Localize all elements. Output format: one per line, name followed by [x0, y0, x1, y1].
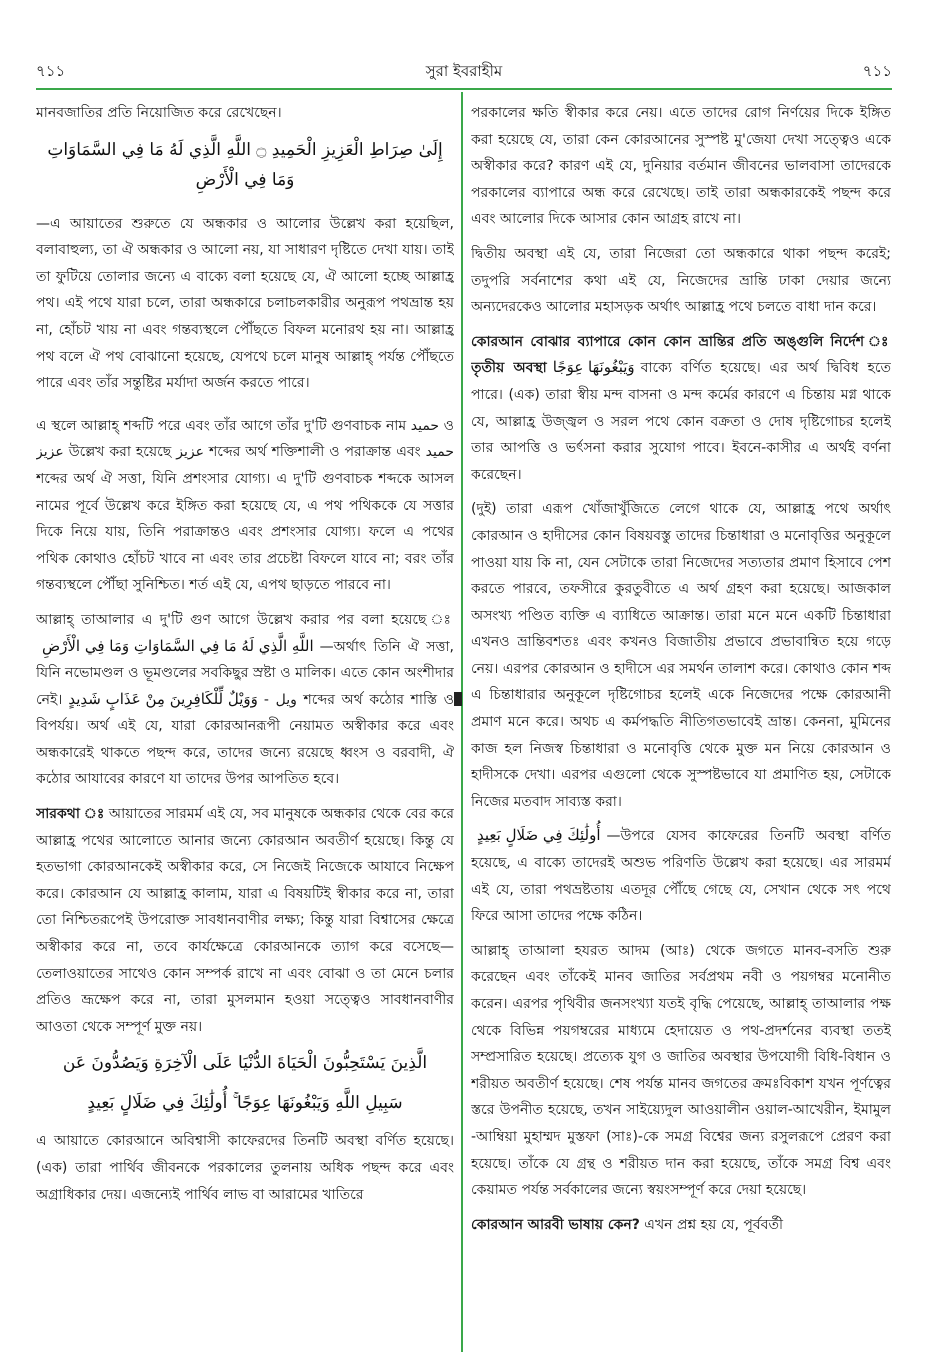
summary-lead: সারকথা ঃ: [36, 806, 105, 823]
left-para-5-text: আয়াতের সারমর্ম এই যে, সব মানুষকে অন্ধকার থেকে বের করে আল্লাহ্র পথের আলোতে আনার জন্যে কোরআন অবতীর্ণ হয়েছে। কিন্তু যে হতভাগা কোরআনকেই অস্বীকার করে, সে নিজেই নিজেকে আযাবে নিক্ষেপ করে। কোরআন যে আল্লাহ্র কালাম, যারা এ বিষয়টিই স্বীকার করে না, তারা তো নিশ্চিতরূপেই উপরোক্ত সাবধানবাণীর লক্ষ্য; কিন্তু যারা বিশ্বাসের ক্ষেত্রে অস্বীকার করে না, তবে কার্যক্ষেত্রে কোরআনকে ত্যাগ করে বসেছে—তেলাওয়াতের সাথেও কোন সম্পর্ক রাখে না এবং বোঝা ও তা মেনে চলার প্রতিও ভ্রূক্ষেপ করে না, তারা মুসলমান হওয়া সত্ত্বেও সাবধানবাণীর আওতা থেকে সম্পূর্ণ মুক্ত নয়।: [36, 806, 454, 1035]
page-number-left: ৭১১: [36, 62, 66, 80]
right-para-3a: নির্দেশ ঃ তৃতীয় অবস্থা: [471, 333, 891, 377]
arabic-language-lead: কোরআন আরবী ভাষায় কেন?: [471, 1216, 640, 1233]
left-para-4a: আল্লাহ্ তাআলার এ দু'টি গুণ আগে উল্লেখ করার পর বলা হয়েছে ঃ: [36, 611, 454, 628]
left-para-4: [36, 607, 454, 793]
right-para-4: (দুই) তারা এরূপ খোঁজাখুঁজিতে লেগে থাকে যে, আল্লাহ্র পথে অর্থাৎ কোরআন ও হাদীসের কোন বিষয়বস্তু তাদের চিন্তাধারা ও মনোবৃত্তির অনুকূলে পাওয়া যায় কি না, যেন সেটাকে তারা নিজেদের সত্যতার প্রমাণ হিসাবে পেশ করতে পারবে, তফসীরে কুরতুবীতে এ অর্থ গ্রহণ করা হয়েছে। আজকাল অসংখ্য পণ্ডিত ব্যক্তি এ ব্যাধিতে আক্রান্ত। তারা মনে মনে একটি চিন্তাধারা এখনও ভ্রান্তিবশতঃ এবং কখনও বিজাতীয় প্রভাবে প্রভাবান্বিত হয়ে গড়ে নেয়। এরপর কোরআন ও হাদীসে এর সমর্থন তালাশ করে। কোথাও কোন শব্দ এ চিন্তাধারার অনুকূলে দৃষ্টিগোচর হলেই একে নিজেদের পক্ষে কোরআনী প্রমাণ মনে করে। অথচ এ কর্মপদ্ধতি নীতিগতভাবেই ভ্রান্ত। কেননা, মুমিনের কাজ হল নিজস্ব চিন্তাধারা ও মনোবৃত্তি থেকে মুক্ত মন নিয়ে কোরআন ও হাদীসকে দেখা। এরপর এগুলো থেকে সুস্পষ্টভাবে যা প্রমাণিত হয়, সেটাকে নিজের মতবাদ সাব্যস্ত করা।: [471, 501, 891, 810]
left-arabic-verse-1: إِلَىٰ صِرَاطِ الْعَزِيزِ الْحَمِيدِ ۝ اللَّهِ الَّذِي لَهُ مَا فِي السَّمَاوَاتِ وَمَا فِي الْأَرْضِ: [47, 139, 443, 190]
left-para-6: এ আয়াতে কোরআনে অবিশ্বাসী কাফেরদের তিনটি অবস্থা বর্ণিত হয়েছে। (এক) তারা পার্থিব জীবনকে পরকালের তুলনায় অধিক পছন্দ করে এবং অগ্রাধিকার দেয়। এজন্যেই পার্থিব লাভ বা আরামের খাতিরে: [36, 1133, 454, 1203]
left-para-4b: —অর্থাৎ তিনি ঐ সত্তা, যিনি নভোমণ্ডল ও ভূমণ্ডলের সবকিছুর স্রষ্টা ও মালিক। এতে কোন অংশীদার নেই।: [36, 638, 454, 708]
right-para-7: [471, 1212, 891, 1239]
right-para-5: [471, 823, 891, 929]
left-para-3: এ স্থলে আল্লাহ্ শব্দটি পরে এবং তাঁর আগে তাঁর দু'টি গুণবাচক নাম حميد ও عزيز উল্লেখ করা হয়েছে عزيز শব্দের অর্থ শক্তিশালী ও পরাক্রান্ত এবং حميد শব্দের অর্থ ঐ সত্তা, যিনি প্রশংসার যোগ্য। এ দু'টি গুণবাচক শব্দকে আসল নামের পূর্বে উল্লেখ করে ইঙ্গিত করা হয়েছে যে, এ পথ পথিককে যে সত্তার দিকে নিয়ে যায়, তিনি পরাক্রান্তও এবং প্রশংসার যোগ্য। ফলে এ পথের পথিক কোথাও হোঁচট খাবে না এবং তার প্রচেষ্টা বিফলে যাবে না; বরং তাঁর গন্তব্যস্থলে পৌঁছা সুনিশ্চিত। শর্ত এই যে, এপথ ছাড়তে পারবে না।: [36, 417, 454, 594]
right-heading-1: কোরআন বোঝার ব্যাপারে কোন কোন ভ্রান্তির প্রতি অঙ্গুলি: [471, 333, 824, 350]
left-arabic-verse-4a: الَّذِينَ يَسْتَحِبُّونَ الْحَيَاةَ الدُّنْيَا عَلَى الْآخِرَةِ وَيَصُدُّونَ عَن: [62, 1053, 428, 1074]
right-para-3b: বাক্যে বর্ণিত হয়েছে। এর অর্থ দ্বিবিধ হতে পারে। (এক) তারা স্বীয় মন্দ বাসনা ও মন্দ কর্মের কারণে এ চিন্তায় মগ্ন থাকে যে, আল্লাহ্র উজ্জ্বল ও সরল পথে কোন বক্রতা ও দোষ দৃষ্টিগোচর হলেই তার আপত্তি ও ভর্ৎসনা করার সুযোগ পাবে। ইবনে-কাসীর এ অর্থই বর্ণনা করেছেন।: [471, 360, 891, 483]
right-column: [471, 100, 891, 1348]
right-para-1: পরকালের ক্ষতি স্বীকার করে নেয়। এতে তাদের রোগ নির্ণয়ের দিকে ইঙ্গিত করা হয়েছে যে, তারা কেন কোরআনের সুস্পষ্ট মু'জেযা দেখা সত্ত্বেও একে অস্বীকার করে? কারণ এই যে, দুনিয়ার বর্তমান জীবনের ভালবাসা তাদেরকে পরকালের ব্যাপারে অন্ধ করে রেখেছে। তাই তারা অন্ধকারকেই পছন্দ করে এবং আলোর দিকে আসার কোন আগ্রহ রাখে না।: [471, 105, 891, 228]
left-para-4c: - ويل শব্দের অর্থ কঠোর শাস্তি ও বিপর্যয়। অর্থ এই যে, যারা কোরআনরূপী নেয়ামত অস্বীকার করে এবং অন্ধকারেই থাকতে পছন্দ করে, তাদের জন্যে রয়েছে ধ্বংস ও বরবাদী, ঐ কঠোর আযাবের কারণে যা তাদের উপর আপতিত হবে।: [36, 691, 454, 788]
left-para-5: [36, 801, 454, 1040]
page-number-right: ৭১১: [862, 62, 892, 80]
left-para-2: —এ আয়াতের শুরুতে যে অন্ধকার ও আলোর উল্লেখ করা হয়েছিল, বলাবাহুল্য, তা ঐ অন্ধকার ও আলো নয়, যা সাধারণ দৃষ্টিতে দেখা যায়। তাই তা ফুটিয়ে তোলার জন্যে এ বাক্যে বলা হয়েছে যে, ঐ আলো হচ্ছে আল্লাহ্র পথ। এই পথে যারা চলে, তারা অন্ধকারে চলাচলকারীর অনুরূপ পথভ্রান্ত হয় না, হোঁচট খায় না এবং গন্তব্যস্থলে পৌঁছতে বিফল মনোরথ হয় না। আল্লাহ্র পথ বলে ঐ পথ বোঝানো হয়েছে, যেপথে চলে মানুষ আল্লাহ্ পর্যন্ত পৌঁছতে পারে এবং তাঁর সন্তুষ্টির মর্যাদা অর্জন করতে পারে।: [36, 215, 454, 392]
left-arabic-verse-2: اللَّهِ الَّذِي لَهُ مَا فِي السَّمَاوَاتِ وَمَا فِي الْأَرْضِ: [42, 636, 314, 655]
right-para-6: আল্লাহ্ তাআলা হযরত আদম (আঃ) থেকে জগতে মানব-বসতি শুরু করেছেন এবং তাঁকেই মানব জাতির সর্বপ্রথম নবী ও পয়গম্বর মনোনীত করেন। এরপর পৃথিবীর জনসংখ্যা যতই বৃদ্ধি পেয়েছে, আল্লাহ্ তাআলার পক্ষ থেকে বিভিন্ন পয়গম্বরের মাধ্যমে হেদায়েত ও পথ-প্রদর্শনের ব্যবস্থা ততই সম্প্রসারিত হয়েছে। প্রত্যেক যুগ ও জাতির অবস্থার উপযোগী বিধি-বিধান ও শরীয়ত অবতীর্ণ হয়েছে। শেষ পর্যন্ত মানব জগতের ক্রমঃবিকাশ যখন পূর্ণত্বের স্তরে উপনীত হয়েছে, তখন সাইয়্যেদুল আওয়ালীন ওয়াল-আখেরীন, ইমামুল -আম্বিয়া মুহাম্মদ মুস্তফা (সাঃ)-কে সমগ্র বিশ্বের জন্য রসুলরূপে প্রেরণ করা হয়েছে। তাঁকে যে গ্রন্থ ও শরীয়ত দান করা হয়েছে, তাঁকে সমগ্র বিশ্ব এবং কেয়ামত পর্যন্ত সর্বকালের জন্যে স্বয়ংসম্পূর্ণ করে দেয়া হয়েছে।: [471, 942, 891, 1199]
header-rule: [36, 88, 892, 90]
left-arabic-verse-4b: سَبِيلِ اللَّهِ وَيَبْغُونَهَا عِوَجًا ۚ أُولَٰئِكَ فِي ضَلَالٍ بَعِيدٍ: [87, 1093, 403, 1114]
left-column: [36, 100, 454, 1348]
margin-mark: [454, 692, 462, 706]
right-arabic-verse-1: وَيَبْغُونَهَا عِوَجًا: [552, 358, 635, 377]
right-para-5-text: —উপরে যেসব কাফেরের তিনটি অবস্থা বর্ণিত হয়েছে, এ বাক্যে তাদেরই অশুভ পরিণতি উল্লেখ করা হয়েছে। এর সারমর্ম এই যে, তারা পথভ্রষ্টতায় এতদূর পৌঁছে গেছে যে, সেখান থেকে সৎ পথে ফিরে আসা তাদের পক্ষে কঠিন।: [471, 828, 891, 925]
column-divider: [461, 92, 463, 1352]
left-para-1: মানবজাতির প্রতি নিয়োজিত করে রেখেছেন।: [36, 105, 282, 121]
page-header: [36, 60, 892, 84]
left-arabic-verse-3: وَوَيْلٌ لِّلْكَافِرِينَ مِنْ عَذَابٍ شَدِيدٍ: [68, 689, 258, 708]
surah-title: সুরা ইবরাহীম: [425, 62, 503, 80]
right-para-2: দ্বিতীয় অবস্থা এই যে, তারা নিজেরা তো অন্ধকারে থাকা পছন্দ করেই; তদুপরি সর্বনাশের কথা এই যে, নিজেদের ভ্রান্তি ঢাকা দেয়ার জন্যে অন্যদেরকেও আলোর মহাসড়ক অর্থাৎ আল্লাহ্র পথে চলতে বাধা দান করে।: [471, 245, 891, 316]
right-para-3: [471, 329, 891, 489]
right-arabic-verse-2: أُولَٰئِكَ فِي ضَلَالٍ بَعِيدٍ: [477, 826, 601, 845]
right-para-7-text: এখন প্রশ্ন হয় যে, পূর্ববর্তী: [644, 1216, 783, 1233]
